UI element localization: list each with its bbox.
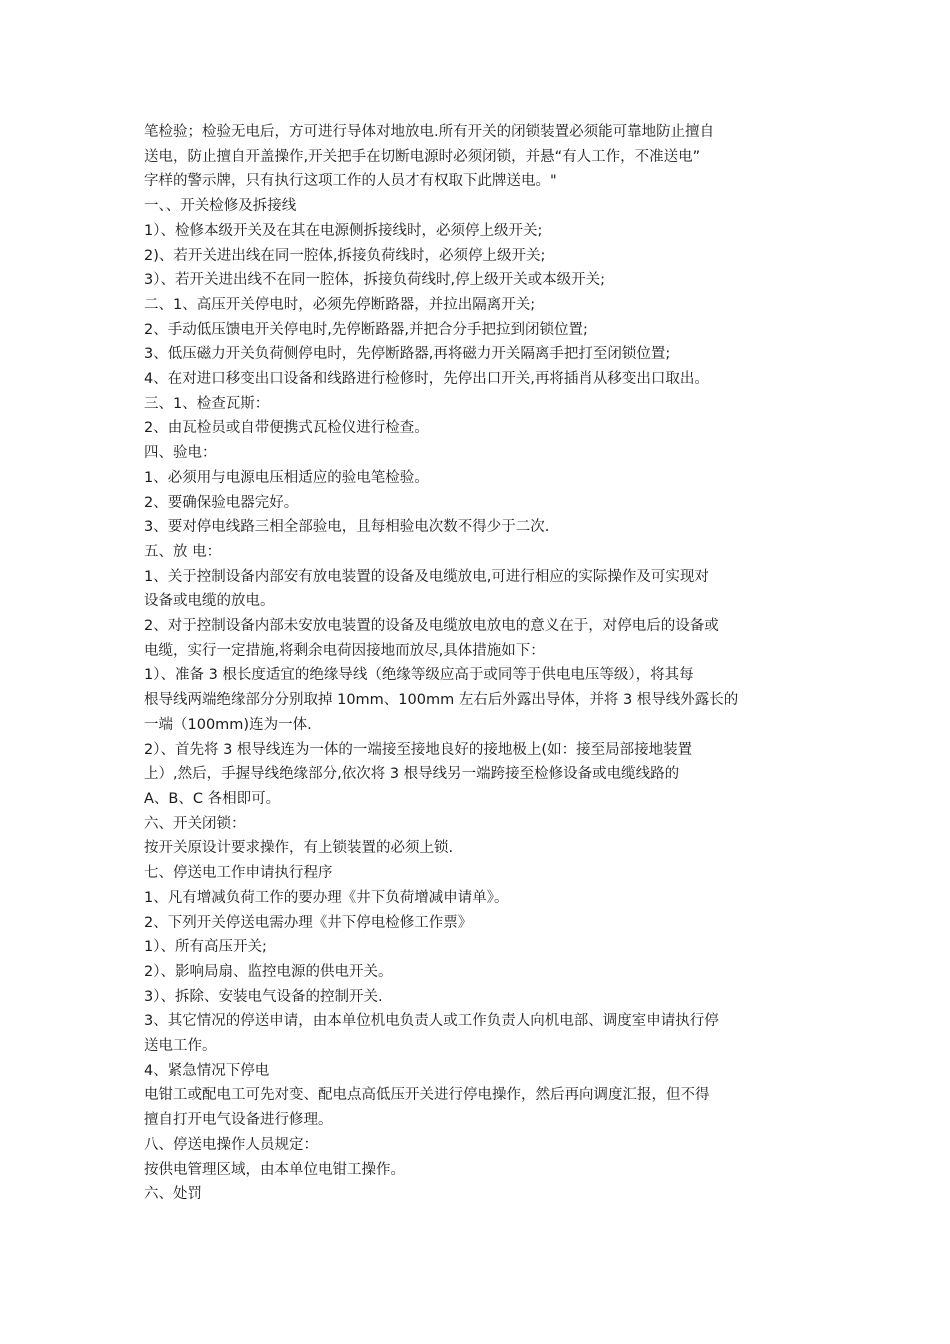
- text-line: 1）、所有高压开关;: [144, 939, 267, 956]
- section-heading: 八、停送电操作人员规定：: [144, 1136, 318, 1153]
- text-line: 3、要对停电线路三相全部验电，且每相验电次数不得少于二次.: [144, 519, 550, 536]
- text-line: 3、其它情况的停送申请，由本单位机电负责人或工作负责人向机电部、调度室申请执行停: [144, 1013, 719, 1030]
- section-heading: 七、停送电工作申请执行程序: [144, 865, 333, 882]
- text-line: 一端（100mm)连为一体.: [144, 716, 312, 733]
- text-line: 擅自打开电气设备进行修理。: [144, 1112, 333, 1129]
- text-line: 3）、若开关进出线不在同一腔体，拆接负荷线时,停上级开关或本级开关;: [144, 272, 605, 289]
- text-line: 送电工作。: [144, 1038, 217, 1055]
- text-line: 2）、影响局扇、监控电源的供电开关。: [144, 963, 393, 980]
- text-line: 2)、若开关进出线在同一腔体,拆接负荷线时，必须停上级开关;: [144, 247, 546, 264]
- text-line: 按供电管理区域，由本单位电钳工操作。: [144, 1161, 405, 1178]
- text-line: 根导线两端绝缘部分分别取掉 10mm、100mm 左右后外露出导体，并将 3 根导线外露长的: [144, 692, 739, 709]
- section-heading: 一、、开关检修及拆接线: [144, 198, 297, 215]
- text-line: 电钳工或配电工可先对变、配电点高低压开关进行停电操作，然后再向调度汇报，但不得: [144, 1087, 710, 1104]
- text-line: 1）、准备 3 根长度适宜的绝缘导线（绝缘等级应高于或同等于供电电压等级），将其每: [144, 667, 694, 684]
- text-line: 笔检验；检验无电后，方可进行导体对地放电.所有开关的闭锁装置必须能可靠地防止擅自: [144, 124, 715, 140]
- text-line: 2、要确保验电器完好。: [144, 494, 299, 511]
- section-heading: 五、放 电：: [144, 543, 222, 560]
- text-line: 4、在对进口移变出口设备和线路进行检修时，先停出口开关,再将插肖从移变出口取出。: [144, 371, 709, 388]
- text-line: 4、紧急情况下停电: [144, 1062, 270, 1079]
- section-heading: 六、开关闭锁：: [144, 815, 246, 832]
- text-line: 电缆，实行一定措施,将剩余电荷因接地而放尽,具体措施如下：: [144, 642, 545, 659]
- text-line: 3、低压磁力开关负荷侧停电时，先停断路器,再将磁力开关隔离手把打至闭锁位置;: [144, 346, 671, 363]
- section-heading: 三、1、检查瓦斯：: [144, 395, 270, 412]
- text-line: 1、凡有增减负荷工作的要办理《井下负荷增减申请单》。: [144, 889, 509, 906]
- text-line: 3）、拆除、安装电气设备的控制开关.: [144, 988, 383, 1005]
- text-line: 2、对于控制设备内部未安放电装置的设备及电缆放电放电的意义在于，对停电后的设备或: [144, 618, 719, 635]
- text-line: 1、必须用与电源电压相适应的验电笔检验。: [144, 469, 429, 486]
- text-line: 送电，防止擅自开盖操作,开关把手在切断电源时必须闭锁，并悬“有人工作，不准送电”: [144, 148, 701, 165]
- text-line: 2、手动低压馈电开关停电时,先停断路器,并把合分手把拉到闭锁位置;: [144, 321, 588, 338]
- text-line: 2、由瓦检员或自带便携式瓦检仪进行检查。: [144, 420, 429, 437]
- text-line: 1）、检修本级开关及在其在电源侧拆接线时，必须停上级开关;: [144, 222, 543, 239]
- text-line: 字样的警示牌，只有执行这项工作的人员才有权取下此牌送电。": [144, 173, 557, 190]
- section-heading: 二、1、高压开关停电时，必须先停断路器，并拉出隔离开关;: [144, 296, 536, 313]
- text-line: 1、关于控制设备内部安有放电装置的设备及电缆放电,可进行相应的实际操作及可实现对: [144, 568, 709, 585]
- text-line: A、B、C 各相即可。: [144, 790, 281, 807]
- text-line: 设备或电缆的放电。: [144, 593, 275, 610]
- section-heading: 四、验电：: [144, 445, 217, 462]
- document-body: [144, 120, 808, 1207]
- text-line: 上）,然后，手握导线绝缘部分,依次将 3 根导线另一端跨接至检修设备或电缆线路的: [144, 766, 680, 783]
- text-line: 2、下列开关停送电需办理《井下停电检修工作票》: [144, 914, 473, 931]
- text-line: 2）、首先将 3 根导线连为一体的一端接至接地良好的接地极上(如：接至局部接地装置: [144, 741, 693, 758]
- text-line: 按开关原设计要求操作，有上锁装置的必须上锁.: [144, 840, 454, 857]
- section-heading: 六、处罚: [144, 1186, 202, 1203]
